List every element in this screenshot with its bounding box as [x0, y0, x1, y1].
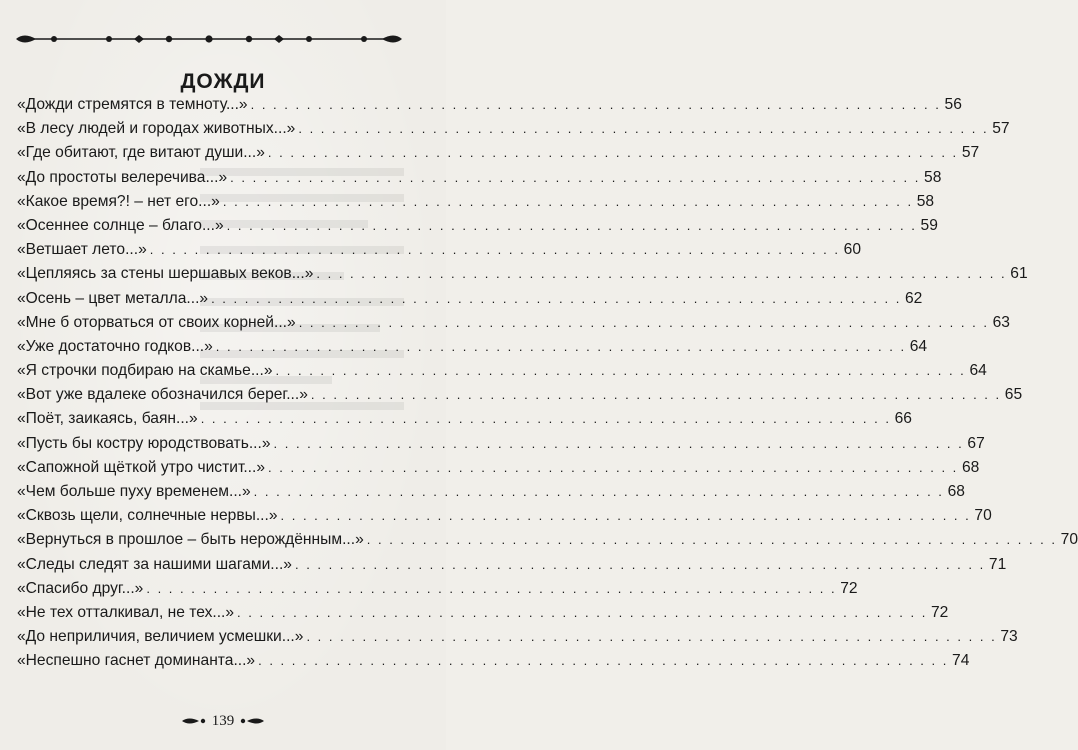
toc-entry — [17, 531, 1078, 555]
footer-ornament-left-icon — [181, 715, 207, 727]
toc-entry — [17, 555, 1007, 580]
page-number: 139 — [211, 712, 235, 729]
toc-entry — [17, 337, 928, 362]
dot-leader — [223, 194, 913, 209]
toc-entry-title: «Осеннее солнце – благо...» — [17, 216, 224, 234]
footer-ornament-right-icon — [239, 715, 265, 727]
toc-entry-page-number: 61 — [1010, 265, 1028, 283]
dot-leader — [237, 605, 927, 620]
dot-leader — [230, 170, 920, 185]
toc-entry-page-number: 70 — [1060, 531, 1078, 549]
dot-leader — [254, 484, 944, 499]
dot-leader — [274, 436, 964, 451]
toc-entry-title: «Где обитают, где витают души...» — [17, 144, 265, 162]
toc-entry-page-number: 56 — [944, 96, 962, 113]
toc-entry-page-number: 64 — [909, 337, 928, 355]
toc-entry — [17, 120, 1010, 144]
toc-entry — [17, 386, 1023, 410]
toc-entry — [17, 289, 923, 314]
table-of-contents — [17, 96, 1078, 677]
toc-entry-title: «Я строчки подбираю на скамье...» — [17, 362, 273, 380]
toc-entry-page-number: 73 — [1000, 628, 1018, 646]
toc-entry-title: «Ветшает лето...» — [17, 241, 147, 259]
toc-entry-page-number: 66 — [894, 410, 912, 428]
toc-entry-page-number: 60 — [843, 241, 862, 259]
toc-entry-title: «Какое время?! – нет его...» — [17, 192, 220, 210]
toc-entry-page-number: 71 — [988, 555, 1007, 573]
dot-leader — [298, 121, 988, 136]
toc-entry-page-number: 72 — [930, 603, 949, 621]
toc-entry — [17, 652, 970, 676]
toc-entry — [17, 483, 965, 507]
toc-entry-title: «Пусть бы костру юродствовать...» — [17, 434, 271, 452]
toc-entry-title: «Вот уже вдалеке обозначился берег...» — [17, 386, 308, 404]
dot-leader — [146, 581, 836, 596]
toc-entry-page-number: 68 — [947, 483, 965, 500]
toc-entry-title: «Сквозь щели, солнечные нервы...» — [17, 507, 278, 525]
dot-leader — [281, 508, 971, 523]
toc-entry-title: «Спасибо друг...» — [17, 579, 144, 597]
toc-entry-page-number: 57 — [992, 120, 1010, 138]
dot-leader — [367, 532, 1057, 547]
dot-leader — [299, 315, 989, 330]
toc-entry — [17, 410, 912, 434]
dot-leader — [258, 653, 948, 668]
toc-entry-page-number: 74 — [952, 652, 970, 670]
toc-entry-title: «Мне б оторваться от своих корней...» — [17, 313, 296, 331]
toc-entry-title: «До простоты велеречива...» — [17, 168, 228, 186]
dot-leader — [268, 460, 958, 475]
dot-leader — [276, 363, 966, 378]
toc-entry-title: «Сапожной щёткой утро чистит...» — [17, 458, 266, 476]
dot-leader — [201, 411, 891, 426]
toc-entry — [17, 216, 938, 241]
dot-leader — [216, 339, 906, 354]
dot-leader — [295, 557, 985, 572]
toc-entry-page-number: 70 — [974, 507, 992, 525]
toc-entry — [17, 603, 949, 628]
toc-entry — [17, 144, 980, 168]
page-footer — [0, 711, 446, 731]
top-ornament-divider — [14, 28, 404, 50]
toc-entry-title: «Чем больше пуху временем...» — [17, 483, 251, 500]
toc-entry-page-number: 63 — [992, 313, 1010, 331]
toc-entry-page-number: 72 — [840, 579, 858, 597]
dot-leader — [211, 291, 901, 306]
toc-entry — [17, 434, 985, 459]
dot-leader — [306, 629, 996, 644]
toc-entry-page-number: 67 — [967, 434, 985, 452]
toc-entry — [17, 362, 987, 386]
dot-leader — [316, 266, 1006, 281]
toc-entry-page-number: 68 — [961, 458, 980, 476]
toc-entry-title: «Следы следят за нашими шагами...» — [17, 555, 292, 573]
toc-entry-title: «Цепляясь за стены шершавых веков...» — [17, 265, 314, 283]
toc-entry-page-number: 59 — [920, 216, 938, 234]
toc-entry-title: «Уже достаточно годков...» — [17, 337, 213, 355]
toc-entry — [17, 241, 862, 265]
toc-entry-page-number: 64 — [969, 362, 987, 380]
toc-entry — [17, 579, 858, 604]
toc-entry-title: «Поёт, заикаясь, баян...» — [17, 410, 198, 428]
toc-entry — [17, 458, 980, 483]
toc-entry — [17, 628, 1018, 652]
toc-entry-title: «Не тех отталкивал, не тех...» — [17, 603, 235, 621]
dot-leader — [268, 145, 958, 160]
toc-entry-title: «Дожди стремятся в темноту...» — [17, 96, 248, 113]
toc-entry-page-number: 58 — [924, 168, 942, 186]
dot-leader — [251, 97, 941, 112]
toc-entry-title: «Вернуться в прошлое – быть нерождённым...» — [17, 531, 364, 549]
toc-entry — [17, 192, 935, 217]
toc-entry-page-number: 58 — [916, 192, 935, 210]
toc-entry-title: «До неприличия, величием усмешки...» — [17, 628, 304, 646]
toc-entry — [17, 168, 942, 193]
dot-leader — [227, 218, 917, 233]
toc-entry — [17, 507, 992, 531]
toc-entry — [17, 265, 1028, 289]
toc-entry-title: «В лесу людей и городах животных...» — [17, 120, 296, 138]
toc-entry-page-number: 57 — [961, 144, 980, 162]
toc-entry — [17, 96, 962, 120]
dot-leader — [150, 242, 840, 257]
toc-entry-title: «Осень – цвет металла...» — [17, 289, 209, 307]
section-title: ДОЖДИ — [180, 70, 266, 93]
toc-entry-title: «Неспешно гаснет доминанта...» — [17, 652, 256, 670]
toc-entry-page-number: 65 — [1004, 386, 1023, 404]
toc-entry — [17, 313, 1010, 338]
toc-entry-page-number: 62 — [904, 289, 923, 307]
dot-leader — [311, 387, 1001, 402]
